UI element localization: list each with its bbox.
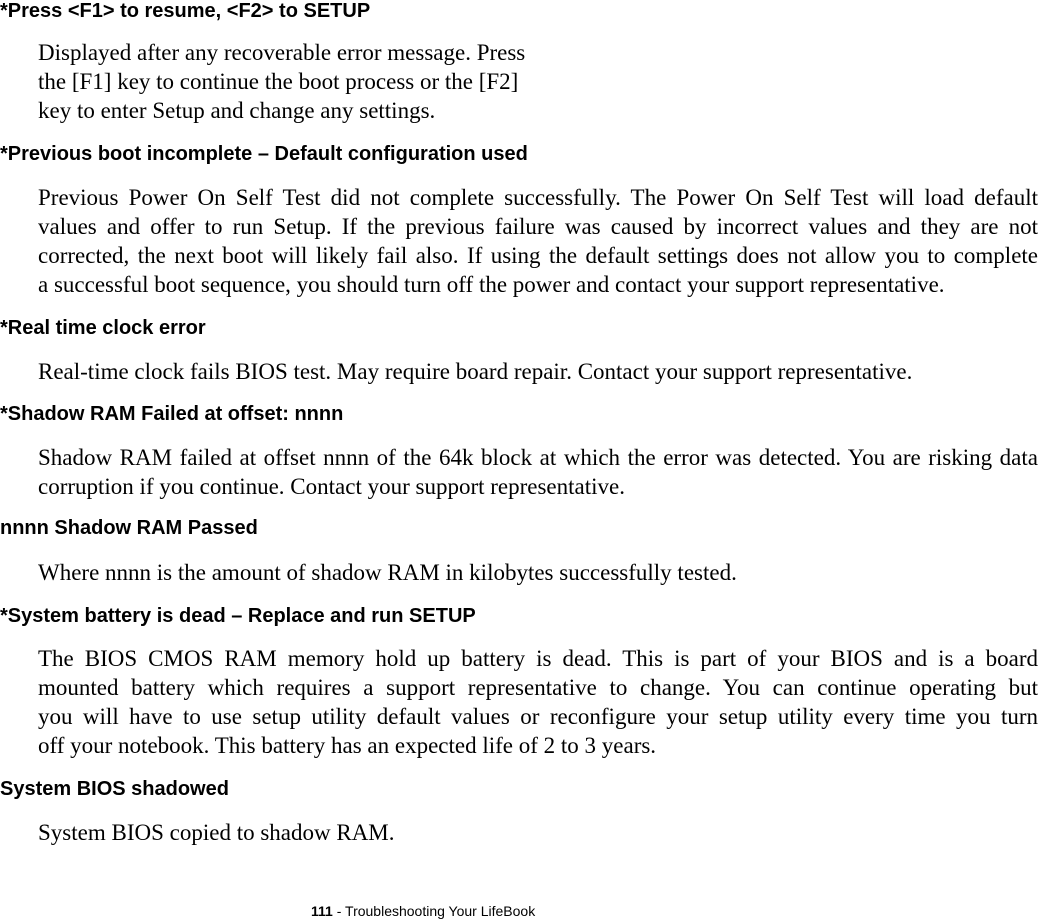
description-line: Real-time clock fails BIOS test. May require board repair. Contact your support representative.	[38, 359, 913, 384]
entry-description	[38, 443, 1038, 501]
description-line: values and offer to run Setup. If the previous failure was caused by incorrect values and they are not	[38, 214, 1038, 239]
entry-description	[38, 644, 1038, 760]
entry-description	[38, 357, 912, 386]
entry-heading: *Real time clock error	[0, 317, 206, 339]
entry-heading: *Previous boot incomplete – Default configuration used	[0, 143, 528, 165]
description-line: the [F1] key to continue the boot process or the [F2]	[38, 69, 519, 94]
entry-heading: System BIOS shadowed	[0, 778, 229, 800]
entry-description	[38, 558, 737, 587]
description-line: Shadow RAM failed at offset nnnn of the 64k block at which the error was detected. You are risking data	[38, 445, 1038, 470]
footer-separator: -	[332, 903, 346, 919]
description-line: Previous Power On Self Test did not complete successfully. The Power On Self Test will load default	[38, 185, 1038, 210]
entry-description	[38, 183, 1038, 299]
entry-description	[38, 818, 395, 847]
description-line: a successful boot sequence, you should turn off the power and contact your support representative.	[38, 272, 945, 297]
page-number: 111	[311, 903, 333, 919]
entry-heading: *System battery is dead – Replace and run SETUP	[0, 605, 476, 627]
description-line: The BIOS CMOS RAM memory hold up battery is dead. This is part of your BIOS and is a board	[38, 646, 1038, 671]
description-line: corruption if you continue. Contact your support representative.	[38, 474, 625, 499]
description-line: corrected, the next boot will likely fail also. If using the default settings does not allow you to complete	[38, 243, 1038, 268]
entry-heading: *Shadow RAM Failed at offset: nnnn	[0, 403, 344, 425]
entry-heading: *Press <F1> to resume, <F2> to SETUP	[0, 0, 371, 22]
entry-heading: nnnn Shadow RAM Passed	[0, 517, 258, 539]
description-line: Displayed after any recoverable error message. Press	[38, 40, 526, 65]
description-line: System BIOS copied to shadow RAM.	[38, 820, 395, 845]
description-line: Where nnnn is the amount of shadow RAM in kilobytes successfully tested.	[38, 560, 737, 585]
entry-description	[38, 38, 525, 125]
description-line: mounted battery which requires a support representative to change. You can continue operating but	[38, 675, 1038, 700]
description-line: off your notebook. This battery has an expected life of 2 to 3 years.	[38, 733, 657, 758]
page-footer	[311, 902, 535, 920]
description-line: key to enter Setup and change any settings.	[38, 98, 436, 123]
description-line: you will have to use setup utility default values or reconfigure your setup utility every time you turn	[38, 704, 1038, 729]
footer-title: Troubleshooting Your LifeBook	[345, 903, 536, 919]
